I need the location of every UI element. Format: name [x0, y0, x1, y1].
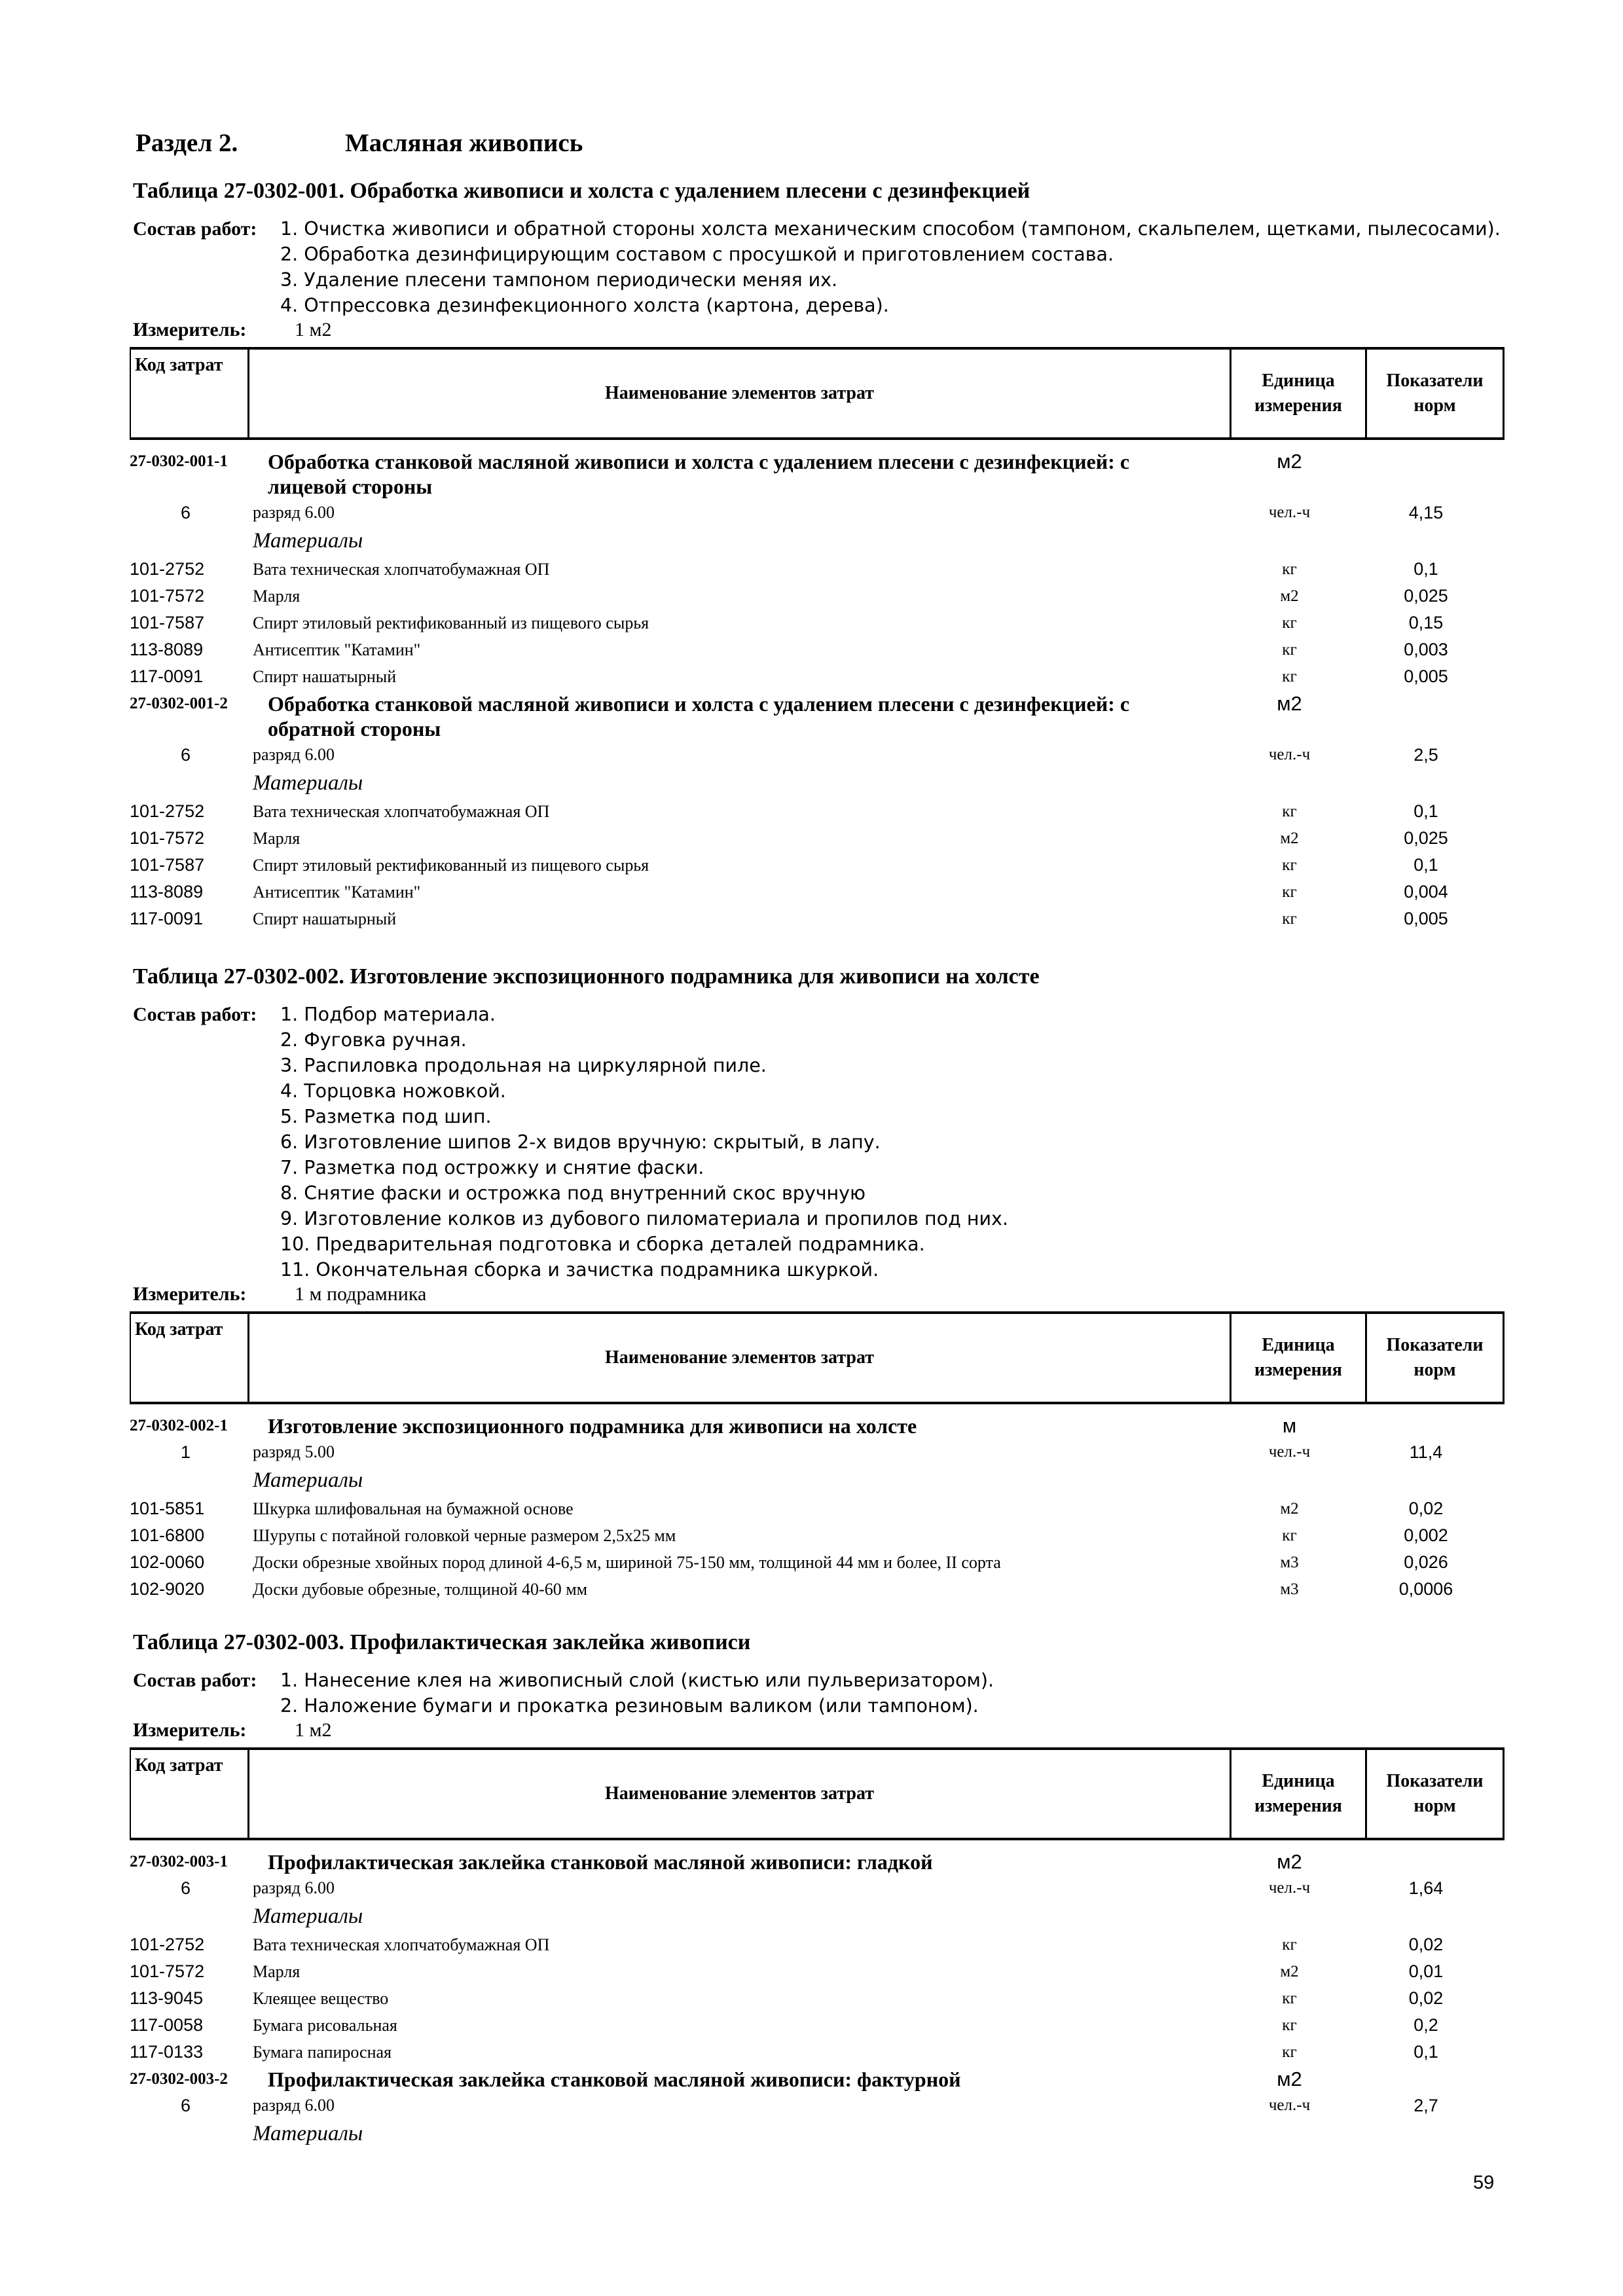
materials-heading-row [130, 1466, 1504, 1495]
cost-name: разряд 6.00 [253, 2096, 335, 2115]
table-title: Таблица 27-0302-001. Обработка живописи и холста с удалением плесени с дезинфекцией [133, 179, 1030, 203]
cost-code: 1 [180, 1442, 191, 1462]
norm-value: 2,5 [1413, 745, 1438, 765]
labor-row [130, 741, 1504, 769]
cost-code: 102-0060 [130, 1552, 205, 1572]
unit: м2 [1280, 1963, 1299, 1980]
header-name: Наименование элементов затрат [604, 1783, 875, 1804]
cost-name: Антисептик "Катамин" [253, 640, 421, 659]
measure-value: 1 м подрамника [295, 1283, 427, 1305]
cost-code: 27-0302-002-1 [130, 1417, 228, 1434]
unit: м2 [1280, 1500, 1299, 1518]
unit: м2 [1280, 829, 1299, 847]
cost-name: Материалы [253, 771, 363, 795]
work-item: 1. Нанесение клея на живописный слой (кистью или пульверизатором). [280, 1669, 994, 1691]
cost-name: Марля [253, 587, 301, 606]
cost-code: 101-7587 [130, 613, 205, 632]
cost-code: 6 [180, 745, 191, 765]
material-row [130, 905, 1504, 932]
cost-code: 101-7572 [130, 586, 205, 606]
header-code: Код затрат [131, 1750, 249, 1838]
cost-name: Материалы [253, 529, 363, 553]
work-item: 11. Окончательная сборка и зачистка подрамника шкуркой. [280, 1259, 879, 1281]
cost-code: 101-2752 [130, 1935, 205, 1954]
unit: кг [1282, 856, 1297, 874]
cost-name: Вата техническая хлопчатобумажная ОП [253, 802, 550, 821]
cost-code: 113-8089 [130, 882, 204, 902]
cost-code: 117-0091 [130, 909, 204, 928]
cost-name: Спирт этиловый ректификованный из пищевого сырья [253, 856, 649, 875]
norm-value: 11,4 [1409, 1442, 1443, 1462]
cost-name: Спирт этиловый ректификованный из пищевого сырья [253, 613, 649, 632]
material-row [130, 583, 1504, 610]
table-title: Таблица 27-0302-003. Профилактическая заклейка живописи [133, 1630, 751, 1654]
material-row [130, 879, 1504, 905]
material-row [130, 825, 1504, 852]
materials-heading-row [130, 526, 1504, 556]
unit: кг [1282, 2016, 1297, 2034]
labor-row [130, 1438, 1504, 1466]
norm-heading-row [130, 448, 1504, 499]
cost-code: 117-0133 [130, 2042, 204, 2062]
material-row [130, 1522, 1504, 1549]
header-unit: Единица измерения [1230, 1750, 1365, 1838]
header-name: Наименование элементов затрат [604, 383, 875, 403]
cost-code: 101-6800 [130, 1525, 205, 1545]
labor-row [130, 499, 1504, 526]
header-unit: Единица измерения [1230, 350, 1365, 437]
materials-heading-row [130, 1902, 1504, 1931]
measure-line [130, 1719, 1504, 1742]
cost-name: Бумага рисовальная [253, 2016, 397, 2035]
work-item: 2. Обработка дезинфицирующим составом с просушкой и приготовлением состава. [280, 244, 1114, 265]
work-item: 10. Предварительная подготовка и сборка деталей подрамника. [280, 1233, 925, 1255]
cost-code: 113-9045 [130, 1988, 204, 2008]
material-row [130, 556, 1504, 583]
header-code: Код затрат [131, 350, 249, 437]
section-heading [136, 128, 583, 158]
work-item: 7. Разметка под острожку и снятие фаски. [280, 1157, 704, 1178]
cost-name: Шурупы с потайной головкой черные размером 2,5x25 мм [253, 1526, 676, 1545]
norm-table-block [130, 177, 1504, 932]
unit: м2 [1277, 450, 1302, 473]
material-row [130, 2012, 1504, 2039]
header-unit: Единица измерения [1230, 1314, 1365, 1402]
labor-row [130, 1874, 1504, 1902]
cost-name: Профилактическая заклейка станковой масляной живописи: гладкой [268, 1850, 933, 1874]
unit: кг [1282, 2043, 1297, 2061]
cost-name: Клеящее вещество [253, 1989, 389, 2008]
material-row [130, 852, 1504, 879]
unit: кг [1282, 883, 1297, 901]
measure-label: Измеритель: [133, 319, 247, 340]
work-composition [130, 1002, 1504, 1283]
cost-code: 102-9020 [130, 1579, 205, 1599]
section-title: Масляная живопись [345, 129, 583, 157]
work-item: 2. Наложение бумаги и прокатка резиновым валиком (или тампоном). [280, 1695, 979, 1717]
norm-value: 2,7 [1413, 2096, 1438, 2115]
unit: м3 [1280, 1580, 1299, 1598]
work-composition-label: Состав работ: [133, 1669, 257, 1691]
unit: м3 [1280, 1554, 1299, 1571]
norm-value: 4,15 [1408, 503, 1444, 522]
norm-value: 0,02 [1408, 1499, 1444, 1518]
table-body [130, 448, 1504, 932]
norm-value: 0,2 [1413, 2015, 1438, 2035]
norm-table-block [130, 1628, 1504, 2149]
material-row [130, 1576, 1504, 1603]
material-row [130, 798, 1504, 825]
work-item: 4. Торцовка ножовкой. [280, 1080, 506, 1102]
cost-name: Вата техническая хлопчатобумажная ОП [253, 560, 550, 579]
section-label: Раздел 2. [136, 129, 238, 157]
norm-value: 0,003 [1404, 640, 1448, 659]
material-row [130, 1495, 1504, 1522]
unit: кг [1282, 1936, 1297, 1954]
work-composition [130, 1667, 1504, 1719]
table-title: Таблица 27-0302-002. Изготовление экспозиционного подрамника для живописи на холсте [133, 964, 1040, 989]
unit: чел.-ч [1268, 746, 1311, 763]
norm-value: 0,1 [1413, 559, 1438, 579]
work-item: 2. Фуговка ручная. [280, 1029, 467, 1051]
unit: чел.-ч [1268, 503, 1311, 521]
header-code: Код затрат [131, 1314, 249, 1402]
material-row [130, 1549, 1504, 1576]
norm-heading-row [130, 690, 1504, 741]
materials-heading-row [130, 2119, 1504, 2149]
norm-value: 1,64 [1408, 1878, 1444, 1898]
cost-code: 101-2752 [130, 801, 205, 821]
work-item: 3. Распиловка продольная на циркулярной пиле. [280, 1055, 767, 1076]
norm-heading-row [130, 2066, 1504, 2092]
work-item: 1. Подбор материала. [280, 1004, 496, 1025]
cost-code: 101-7587 [130, 855, 205, 875]
cost-name: Спирт нашатырный [253, 909, 397, 928]
header-norm: Показатели норм [1365, 350, 1503, 437]
cost-name: Антисептик "Катамин" [253, 883, 421, 902]
unit: кг [1282, 614, 1297, 632]
unit: кг [1282, 803, 1297, 820]
measure-line [130, 1283, 1504, 1306]
unit: кг [1282, 641, 1297, 659]
norm-heading-row [130, 1412, 1504, 1438]
measure-line [130, 318, 1504, 342]
cost-code: 6 [180, 1878, 191, 1898]
norm-value: 0,002 [1404, 1525, 1448, 1545]
unit: м2 [1280, 587, 1299, 605]
cost-name: Марля [253, 1962, 301, 1981]
cost-code: 6 [180, 2096, 191, 2115]
measure-label: Измеритель: [133, 1719, 247, 1741]
measure-value: 1 м2 [295, 319, 332, 340]
cost-name: Материалы [253, 1468, 363, 1492]
work-composition-label: Состав работ: [133, 218, 257, 240]
work-item: 1. Очистка живописи и обратной стороны холста механическим способом (тампоном, скальпелем, щетками, пылесосами). [280, 218, 1501, 240]
unit: чел.-ч [1268, 2096, 1311, 2114]
material-row [130, 663, 1504, 690]
cost-name: Материалы [253, 1904, 363, 1928]
cost-code: 6 [180, 503, 191, 522]
cost-name: разряд 6.00 [253, 745, 335, 764]
cost-name: Обработка станковой масляной живописи и холста с удалением плесени с дезинфекцией: с лицевой стороны [268, 450, 1130, 498]
cost-name: Обработка станковой масляной живописи и холста с удалением плесени с дезинфекцией: с обратной стороны [268, 692, 1130, 740]
cost-name: разряд 5.00 [253, 1442, 335, 1461]
cost-name: Спирт нашатырный [253, 667, 397, 686]
cost-name: Профилактическая заклейка станковой масляной живописи: фактурной [268, 2068, 961, 2091]
cost-name: Вата техническая хлопчатобумажная ОП [253, 1935, 550, 1954]
table-header [130, 347, 1504, 440]
cost-name: Шкурка шлифовальная на бумажной основе [253, 1499, 574, 1518]
norm-value: 0,0006 [1398, 1579, 1453, 1599]
cost-code: 101-2752 [130, 559, 205, 579]
cost-name: Марля [253, 829, 301, 848]
unit: кг [1282, 1990, 1297, 2007]
cost-name: Материалы [253, 2122, 363, 2145]
cost-code: 117-0058 [130, 2015, 204, 2035]
measure-label: Измеритель: [133, 1283, 247, 1305]
unit: кг [1282, 910, 1297, 928]
norm-value: 0,1 [1413, 2042, 1438, 2062]
norm-value: 0,01 [1408, 1961, 1444, 1981]
norm-table-block [130, 962, 1504, 1603]
norm-value: 0,15 [1408, 613, 1444, 632]
unit: м2 [1277, 1850, 1302, 1873]
page-number: 59 [1473, 2172, 1495, 2193]
table-header [130, 1747, 1504, 1840]
cost-name: Изготовление экспозиционного подрамника для живописи на холсте [268, 1414, 917, 1438]
table-body [130, 1412, 1504, 1603]
material-row [130, 610, 1504, 636]
norm-value: 0,025 [1404, 828, 1448, 848]
material-row [130, 636, 1504, 663]
material-row [130, 1931, 1504, 1958]
work-composition [130, 216, 1504, 318]
work-item: 9. Изготовление колков из дубового пиломатериала и пропилов под них. [280, 1208, 1008, 1230]
cost-name: Доски дубовые обрезные, толщиной 40-60 мм [253, 1580, 588, 1599]
cost-name: разряд 6.00 [253, 1878, 335, 1897]
cost-code: 101-7572 [130, 828, 205, 848]
work-composition-label: Состав работ: [133, 1004, 257, 1025]
norm-value: 0,025 [1404, 586, 1448, 606]
cost-code: 113-8089 [130, 640, 204, 659]
work-item: 3. Удаление плесени тампоном периодически меняя их. [280, 269, 838, 291]
materials-heading-row [130, 769, 1504, 798]
cost-name: Бумага папиросная [253, 2043, 392, 2062]
measure-value: 1 м2 [295, 1719, 332, 1741]
material-row [130, 1985, 1504, 2012]
norm-value: 0,02 [1408, 1988, 1444, 2008]
norm-value: 0,026 [1404, 1552, 1448, 1572]
labor-row [130, 2092, 1504, 2119]
norm-value: 0,1 [1413, 801, 1438, 821]
work-item: 5. Разметка под шип. [280, 1106, 492, 1127]
unit: чел.-ч [1268, 1443, 1311, 1461]
unit: м2 [1277, 2068, 1302, 2090]
unit: кг [1282, 668, 1297, 685]
norm-value: 0,005 [1404, 666, 1448, 686]
norm-value: 0,004 [1404, 882, 1448, 902]
cost-code: 117-0091 [130, 666, 204, 686]
norm-heading-row [130, 1848, 1504, 1874]
unit: м [1282, 1414, 1297, 1437]
work-item: 4. Отпрессовка дезинфекционного холста (картона, дерева). [280, 295, 889, 316]
work-item: 8. Снятие фаски и острожка под внутренний скос вручную [280, 1182, 866, 1204]
material-row [130, 1958, 1504, 1985]
norm-value: 0,02 [1408, 1935, 1444, 1954]
cost-code: 101-5851 [130, 1499, 205, 1518]
unit: чел.-ч [1268, 1879, 1311, 1897]
cost-code: 27-0302-003-2 [130, 2070, 228, 2088]
cost-name: Доски обрезные хвойных пород длиной 4-6,5 м, шириной 75-150 мм, толщиной 44 мм и более, II сорта [253, 1553, 1001, 1572]
unit: кг [1282, 560, 1297, 578]
header-norm: Показатели норм [1365, 1750, 1503, 1838]
table-header [130, 1311, 1504, 1404]
header-name: Наименование элементов затрат [604, 1347, 875, 1368]
norm-value: 0,005 [1404, 909, 1448, 928]
cost-code: 27-0302-001-1 [130, 452, 228, 470]
cost-name: разряд 6.00 [253, 503, 335, 522]
cost-code: 27-0302-001-2 [130, 695, 228, 712]
unit: кг [1282, 1527, 1297, 1544]
table-body [130, 1848, 1504, 2149]
header-norm: Показатели норм [1365, 1314, 1503, 1402]
norm-value: 0,1 [1413, 855, 1438, 875]
cost-code: 27-0302-003-1 [130, 1853, 228, 1870]
unit: м2 [1277, 692, 1302, 715]
material-row [130, 2039, 1504, 2066]
cost-code: 101-7572 [130, 1961, 205, 1981]
work-item: 6. Изготовление шипов 2-х видов вручную: скрытый, в лапу. [280, 1131, 881, 1153]
